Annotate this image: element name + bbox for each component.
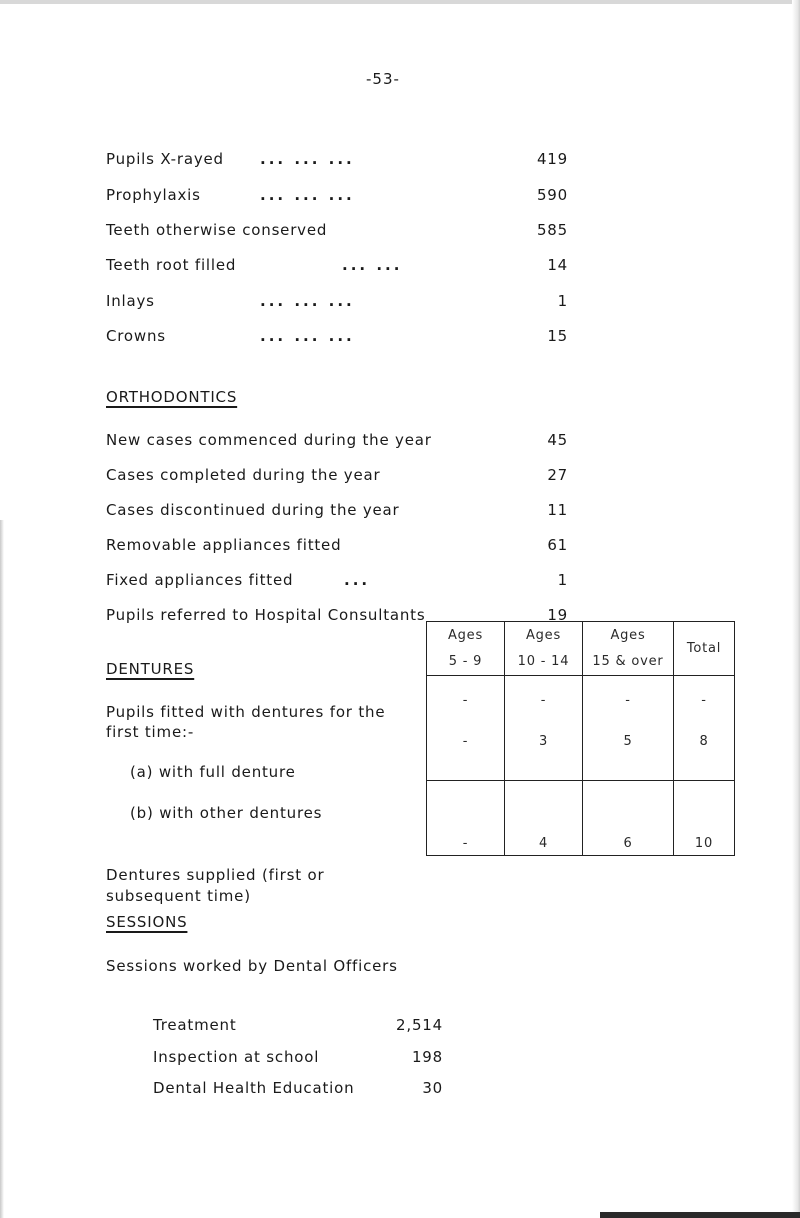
sessions-label: Dental Health Education (153, 1079, 355, 1097)
sessions-heading: SESSIONS (106, 913, 188, 931)
orthodontics-value: 11 (547, 501, 568, 519)
summary-label: Pupils X-rayed (106, 150, 224, 168)
orthodontics-value: 45 (547, 431, 568, 449)
sessions-value: 2,514 (396, 1016, 443, 1034)
summary-value: 14 (547, 256, 568, 274)
summary-value: 590 (536, 186, 568, 204)
dentures-fitted-label: Pupils fitted with dentures for the (106, 703, 386, 721)
table-cell: 10 (674, 781, 735, 856)
table-cell: - 8 (674, 676, 735, 781)
orthodontics-value: 61 (547, 536, 568, 554)
table-header-row (427, 622, 735, 676)
table-cell: - 3 (505, 676, 583, 781)
table-cell: - 5 (583, 676, 674, 781)
page-edge-left (0, 520, 4, 1218)
column-header: Ages 10 - 14 (505, 622, 583, 676)
leader-dots: ... ... ... (260, 327, 355, 345)
sessions-value: 30 (422, 1079, 443, 1097)
summary-value: 419 (536, 150, 568, 168)
orthodontics-value: 19 (547, 606, 568, 624)
leader-dots: ... ... (342, 256, 403, 274)
page-edge-top (0, 0, 800, 4)
orthodontics-label: Removable appliances fitted (106, 536, 342, 554)
column-header: Ages 5 - 9 (427, 622, 505, 676)
sessions-intro: Sessions worked by Dental Officers (106, 957, 398, 975)
orthodontics-value: 27 (547, 466, 568, 484)
sessions-label: Inspection at school (153, 1048, 320, 1066)
summary-value: 15 (547, 327, 568, 345)
table-row (427, 781, 735, 856)
page-number: -53- (366, 70, 400, 88)
sessions-value: 198 (411, 1048, 443, 1066)
full-denture-label: (a) with full denture (130, 763, 296, 781)
page-edge-right (792, 0, 800, 1218)
summary-label: Prophylaxis (106, 186, 201, 204)
orthodontics-label: Cases completed during the year (106, 466, 381, 484)
column-header: Ages 15 & over (583, 622, 674, 676)
dentures-fitted-label-cont: first time:- (106, 723, 195, 741)
table-cell: 6 (583, 781, 674, 856)
table-cell: - - (427, 676, 505, 781)
summary-label: Teeth root filled (106, 256, 237, 274)
orthodontics-value: 1 (557, 571, 568, 589)
leader-dots: ... (344, 571, 371, 589)
summary-value: 1 (557, 292, 568, 310)
other-dentures-label: (b) with other dentures (130, 804, 323, 822)
dentures-supplied-label-cont: subsequent time) (106, 887, 251, 905)
summary-label: Crowns (106, 327, 166, 345)
summary-value: 585 (536, 221, 568, 239)
leader-dots: ... ... ... (260, 150, 355, 168)
leader-dots: ... ... ... (260, 186, 355, 204)
summary-label: Inlays (106, 292, 155, 310)
dentures-supplied-label: Dentures supplied (first or (106, 866, 325, 884)
dentures-heading: DENTURES (106, 660, 195, 678)
table-cell: - (427, 781, 505, 856)
leader-dots: ... ... ... (260, 292, 355, 310)
orthodontics-label: Pupils referred to Hospital Consultants (106, 606, 426, 624)
orthodontics-heading: ORTHODONTICS (106, 388, 238, 406)
orthodontics-label: Cases discontinued during the year (106, 501, 400, 519)
dentures-table (426, 621, 735, 856)
column-header: Total (674, 622, 735, 676)
sessions-label: Treatment (153, 1016, 237, 1034)
summary-label: Teeth otherwise conserved (106, 221, 328, 239)
orthodontics-label: New cases commenced during the year (106, 431, 432, 449)
table-row (427, 676, 735, 781)
table-cell: 4 (505, 781, 583, 856)
page-edge-bottom (600, 1212, 800, 1218)
orthodontics-label: Fixed appliances fitted (106, 571, 294, 589)
